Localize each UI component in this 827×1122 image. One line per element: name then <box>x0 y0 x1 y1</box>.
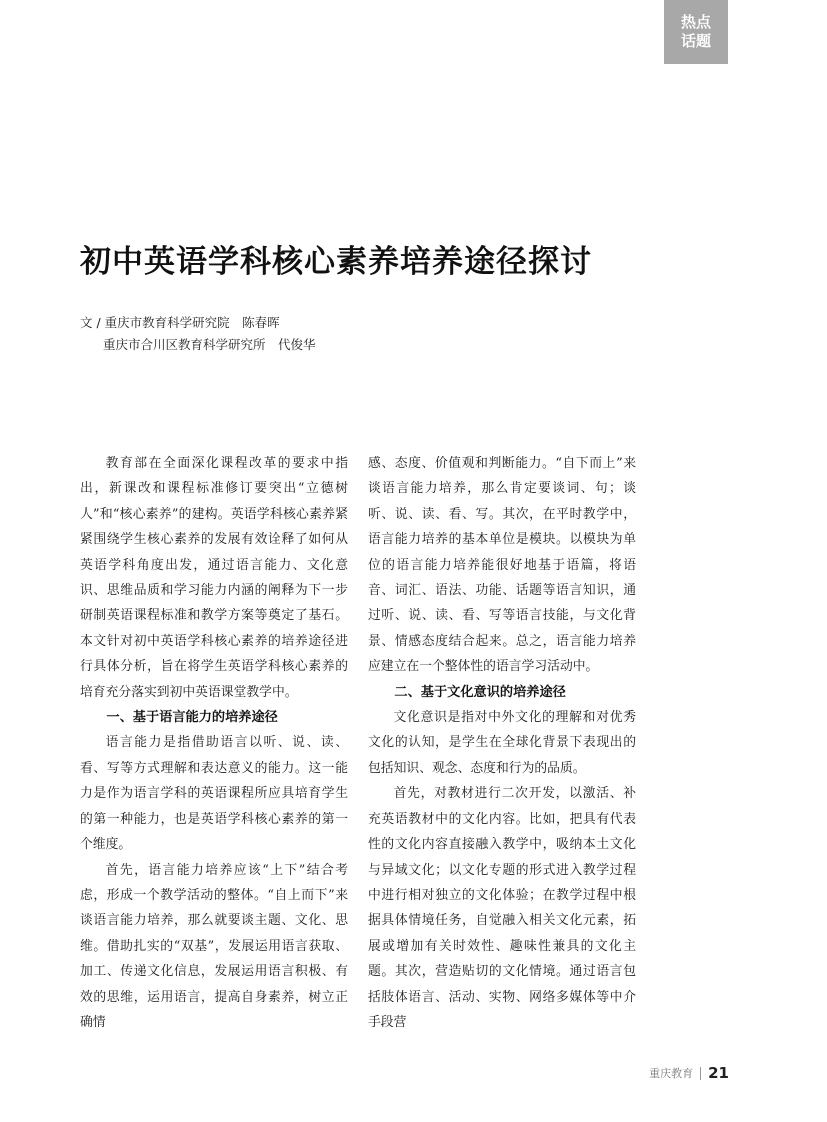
continued-paragraph: 感、态度、价值观和判断能力。“自下而上”来谈语言能力培养，那么肯定要谈词、句；谈听、说、读、看、写。其次，在平时教学中，语言能力培养的基本单位是模块。以模块为单位的语言能力培养能很好地基于语篇，将语音、词汇、语法、功能、话题等语言知识，通过听、说、读、看、写等语言技能，与文化背景、情感态度结合起来。总之，语言能力培养应建立在一个整体性的语言学习活动中。 <box>368 456 636 675</box>
paragraph: 文化意识是指对中外文化的理解和对优秀文化的认知，是学生在全球化背景下表现出的包括知识、观念、态度和行为的品质。 <box>368 710 636 776</box>
paragraph: 语言能力是指借助语言以听、说、读、看、写等方式理解和表达意义的能力。这一能力是作为语言学科的英语课程所应具培育学生的第一种能力，也是英语学科核心素养的第一个维度。 <box>80 735 348 853</box>
footer-divider <box>700 1067 701 1080</box>
section-heading-1: 一、基于语言能力的培养途径 <box>106 710 278 726</box>
section-tag-line1: 热点 <box>680 13 711 31</box>
article-title: 初中英语学科核心素养培养途径探讨 <box>80 244 592 280</box>
right-column <box>368 451 636 1035</box>
page-footer <box>649 1064 729 1082</box>
paragraph: 首先，语言能力培养应该“上下”结合考虑，形成一个教学活动的整体。“自上而下”来谈语言能力培养，那么就要谈主题、文化、思维。借助扎实的“双基”，发展运用语言获取、加工、传递文化信息，发展运用语言积极、有效的思维，运用语言，提高自身素养，树立正确情 <box>80 862 348 1030</box>
left-column <box>80 451 348 1035</box>
intro-paragraph: 教育部在全面深化课程改革的要求中指出，新课改和课程标准修订要突出“立德树人”和“核心素养”的建构。英语学科核心素养紧紧围绕学生核心素养的发展有效诠释了如何从英语学科角度出发，通过语言能力、文化意识、思维品质和学习能力内涵的阐释为下一步研制英语课程标准和教学方案等奠定了基石。本文针对初中英语学科核心素养的培养途径进行具体分析，旨在将学生英语学科核心素养的培育充分落实到初中英语课堂教学中。 <box>80 456 348 700</box>
section-tag-line2: 话题 <box>680 32 711 50</box>
section-tag <box>664 0 728 64</box>
author-line-1: 文 / 重庆市教育科学研究院 陈春晖 <box>80 315 280 330</box>
journal-name: 重庆教育 <box>649 1067 694 1080</box>
paragraph: 首先，对教材进行二次开发，以激活、补充英语教材中的文化内容。比如，把具有代表性的文化内容直接融入教学中，吸纳本土文化与异域文化；以文化专题的形式进入教学过程中进行相对独立的文化体验；在教学过程中根据具体情境任务，自觉融入相关文化元素，拓展或增加有关时效性、趣味性兼具的文化主题。其次，营造贴切的文化情境。通过语言包括肢体语言、活动、实物、网络多媒体等中介手段营 <box>368 786 636 1030</box>
author-block <box>80 312 316 356</box>
author-line-2: 重庆市合川区教育科学研究所 代俊华 <box>103 337 316 352</box>
section-heading-2: 二、基于文化意识的培养途径 <box>394 684 566 700</box>
page-number: 21 <box>708 1064 729 1082</box>
